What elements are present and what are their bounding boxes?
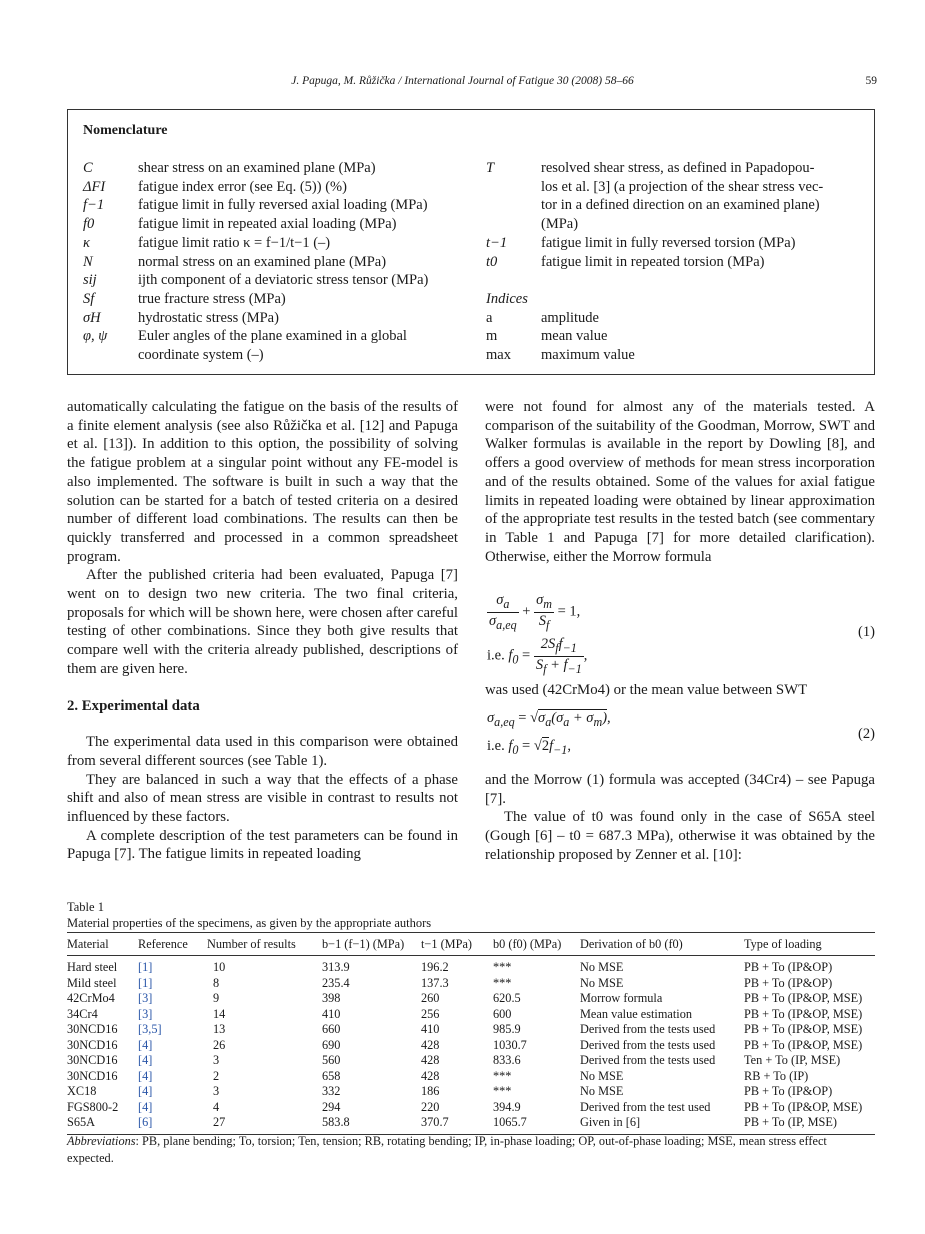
table-cell: 8 (213, 975, 220, 990)
column-header: Derivation of b0 (f0) (580, 933, 744, 956)
nomenclature-description: fatigue limit in repeated torsion (MPa) (541, 253, 765, 270)
column-header: Material (67, 933, 138, 956)
table-cell: 690 (322, 1037, 341, 1052)
table-cell: 332 (322, 1084, 341, 1099)
nomenclature-symbol: max (486, 347, 511, 363)
paragraph: was used (42CrMo4) or the mean value between SWT (485, 682, 808, 698)
table-cell: 833.6 (493, 1053, 521, 1068)
table-cell: 256 (421, 1006, 440, 1021)
table-cell: *** (493, 1068, 512, 1083)
table-cell: 10 (213, 960, 226, 975)
nomenclature-symbol: κ (83, 234, 90, 251)
column-header: b−1 (f−1) (MPa) (322, 933, 421, 956)
column-header: t−1 (MPa) (421, 933, 493, 956)
table-cell[interactable]: [1] (138, 960, 153, 975)
footnote-label: Abbreviations (67, 1134, 136, 1148)
table-cell: 137.3 (421, 975, 449, 990)
section-title: 2. Experimental data (67, 697, 200, 714)
nomenclature-description: maximum value (541, 347, 635, 363)
table-row (67, 1069, 875, 1085)
table-cell: 410 (322, 1006, 341, 1021)
table-cell: *** (493, 975, 512, 990)
paragraph: The experimental data used in this comparison were obtained from several different sources (see Table 1). (67, 734, 458, 769)
table-cell[interactable]: [4] (138, 1053, 153, 1068)
table-cell: 985.9 (493, 1022, 521, 1037)
paragraph: automatically calculating the fatigue on the basis of the results of a finite element analysis (see also Růžička et al. [12] and Papuga et al. [13]). In addition to this option, the possibility of solving the fatigue problem at a singular point without any FE-model is also implemented. The software is built in such a way that the solution can be started for a batch of tested criteria on a desired number of different load combinations. The results can then be quickly transferred and processed in a common spreadsheet program. (67, 399, 458, 565)
paragraph: A complete description of the test parameters can be found in Papuga [7]. The fatigue limits in repeated loading (67, 827, 458, 863)
table-cell: 26 (213, 1037, 226, 1052)
table-cell: 260 (421, 991, 440, 1006)
table-cell: 313.9 (322, 960, 350, 975)
table-cell: 34Cr4 (67, 1006, 98, 1021)
table-cell: 220 (421, 1099, 440, 1114)
nomenclature-symbol: sij (83, 272, 97, 289)
table-cell: 30NCD16 (67, 1068, 118, 1083)
table-label: Table 1 (67, 900, 104, 914)
table-cell: PB + To (IP&OP, MSE) (744, 991, 863, 1006)
nomenclature-description: tor in a defined direction on an examined plane) (541, 197, 820, 214)
table-cell: Derived from the tests used (580, 1022, 716, 1037)
page-number: 59 (865, 75, 877, 87)
nomenclature-description: amplitude (541, 309, 599, 326)
nomenclature-description: shear stress on an examined plane (MPa) (138, 160, 376, 176)
table-cell: 410 (421, 1022, 440, 1037)
table-cell: 9 (213, 991, 220, 1006)
nomenclature-symbol: σH (83, 309, 101, 326)
table-cell: PB + To (IP&OP, MSE) (744, 1006, 863, 1021)
table-cell: Mean value estimation (580, 1006, 693, 1021)
equation-1: $\frac{\sigma_a}{\sigma_{a,eq}}$ + $\frac{\sigma_m}{S_f}$ = 1, (489, 592, 581, 632)
nomenclature-description: mean value (541, 328, 608, 345)
table-cell[interactable]: [4] (138, 1084, 153, 1099)
table-cell: 583.8 (322, 1115, 421, 1134)
table-cell: 560 (322, 1053, 341, 1068)
table-cell: Ten + To (IP, MSE) (744, 1053, 841, 1068)
equation-2-number: (2) (858, 726, 875, 742)
nomenclature-symbol: φ, ψ (83, 328, 108, 345)
nomenclature-title: Nomenclature (83, 123, 168, 138)
table-caption: Material properties of the specimens, as given by the appropriate authors (67, 916, 432, 930)
table-cell: 370.7 (421, 1115, 493, 1134)
nomenclature-symbol: f0 (83, 216, 95, 233)
table-cell: 3 (213, 1084, 220, 1099)
nomenclature-description: fatigue limit in fully reversed axial loading (MPa) (138, 197, 428, 214)
table-cell: 196.2 (421, 960, 449, 975)
nomenclature-symbol: ΔFI (83, 178, 106, 195)
table-cell: 30NCD16 (67, 1037, 118, 1052)
table-cell: No MSE (580, 1068, 624, 1083)
nomenclature-description: normal stress on an examined plane (MPa) (138, 253, 387, 270)
table-cell: No MSE (580, 975, 624, 990)
table-row (67, 1100, 875, 1116)
table-cell: Morrow formula (580, 991, 663, 1006)
table-cell: Mild steel (67, 975, 117, 990)
table-cell: 394.9 (493, 1099, 521, 1114)
nomenclature-symbol: t0 (486, 253, 498, 270)
table-body (67, 956, 875, 1135)
nomenclature-description: resolved shear stress, as defined in Papadopou- (541, 160, 815, 176)
equation-1-number: (1) (858, 624, 875, 640)
table-cell: 398 (322, 991, 341, 1006)
table-row (67, 976, 875, 992)
table-cell: 30NCD16 (67, 1053, 118, 1068)
table-cell: 600 (493, 1006, 512, 1021)
table-cell[interactable]: [6] (138, 1115, 207, 1134)
table-row (67, 991, 875, 1007)
column-header: b0 (f0) (MPa) (493, 933, 580, 956)
table-cell: PB + To (IP&OP) (744, 1084, 833, 1099)
paragraph: After the published criteria had been evaluated, Papuga [7] went on to design two new criteria. The two final criteria, proposals for which will be shown here, were chosen after careful testing of other combinations. Since they both give results that compare well with the criteria already published, descriptions of them are given here. (67, 567, 458, 677)
table-cell: XC18 (67, 1084, 97, 1099)
table-cell: 3 (213, 1053, 220, 1068)
nomenclature-description: Euler angles of the plane examined in a global (138, 328, 407, 345)
table-cell[interactable]: [4] (138, 1037, 153, 1052)
table-cell: PB + To (IP&OP, MSE) (744, 1037, 863, 1052)
table-row (67, 1053, 875, 1069)
table-cell: 660 (322, 1022, 341, 1037)
table-row (67, 1084, 875, 1100)
nomenclature-symbol: T (486, 160, 495, 176)
table-cell: 294 (322, 1099, 341, 1114)
table-cell[interactable]: [4] (138, 1099, 153, 1114)
table-cell: 30NCD16 (67, 1022, 118, 1037)
nomenclature-description: fatigue limit in fully reversed torsion (MPa) (541, 234, 796, 251)
nomenclature-symbol: t−1 (486, 234, 508, 251)
table-cell: 2 (213, 1068, 220, 1083)
paragraph: were not found for almost any of the materials tested. A comparison of the suitability of the Goodman, Morrow, SWT and Walker formulas is available in the report by Dowling [8], and offers a good overview of methods for mean stress incorporation and of the results obtained. Some of the values for axial fatigue limits in repeated loading were obtained by linear approximation of the appropriate test results in the tested batch (see commentary in Table 1 and Papuga [7] for more detailed clarification). Otherwise, either the Morrow formula (485, 399, 875, 565)
nomenclature-description: fatigue limit in repeated axial loading (MPa) (138, 216, 397, 233)
nomenclature-symbol: Indices (486, 290, 528, 307)
paragraph: They are balanced in such a way that the effects of a phase shift and also of mean stress are visible in contrast to results not influenced by these factors. (67, 771, 458, 826)
right-column-end (485, 771, 875, 865)
table-cell: 428 (421, 1053, 440, 1068)
table-row (67, 1007, 875, 1023)
table-cell[interactable]: [3] (138, 991, 153, 1006)
equation-2-solution: i.e. $f_0 = √2f_{-1}$, (487, 738, 571, 757)
table-row (67, 1022, 875, 1038)
table-cell: Derived from the tests used (580, 1053, 716, 1068)
table-cell: Given in [6] (580, 1115, 744, 1134)
nomenclature-symbol: Sf (83, 290, 95, 307)
table-cell: 428 (421, 1068, 440, 1083)
nomenclature-symbol: f−1 (83, 197, 105, 214)
nomenclature-description: fatigue limit ratio κ = f−1/t−1 (–) (138, 234, 331, 251)
table-cell: *** (493, 960, 512, 975)
table-cell[interactable]: [4] (138, 1068, 153, 1083)
nomenclature-symbol: a (486, 309, 493, 326)
table-cell: No MSE (580, 1084, 624, 1099)
nomenclature-description: los et al. [3] (a projection of the shear stress vec- (541, 178, 824, 195)
table-cell: 428 (421, 1037, 440, 1052)
equation-2: $\sigma_{a,eq} = √\sigma_a(\sigma_a + \sigma_m)$, (487, 710, 611, 729)
table-cell: PB + To (IP&OP) (744, 960, 833, 975)
nomenclature-symbol: N (83, 253, 93, 270)
table-header-row (67, 933, 875, 956)
column-header: Type of loading (744, 933, 875, 956)
nomenclature-description: ijth component of a deviatoric stress tensor (MPa) (138, 272, 429, 289)
table-cell: Derived from the test used (580, 1099, 711, 1114)
table-row (67, 956, 875, 976)
table-cell: 1065.7 (493, 1115, 580, 1134)
table-row (67, 1115, 875, 1134)
table-cell: FGS800-2 (67, 1099, 119, 1114)
paragraph: and the Morrow (1) formula was accepted (34Cr4) – see Papuga [7]. (485, 772, 875, 807)
nomenclature-box (67, 109, 875, 375)
table-cell: 4 (213, 1099, 220, 1114)
table-cell: 235.4 (322, 975, 350, 990)
table-cell[interactable]: [3,5] (138, 1022, 162, 1037)
table-cell: PB + To (IP, MSE) (744, 1115, 875, 1134)
left-column (67, 398, 458, 864)
table-cell[interactable]: [1] (138, 975, 153, 990)
table-cell: Derived from the tests used (580, 1037, 716, 1052)
equation-1-solution: i.e. $f_0$ = $\frac{2S_ff_{-1}}{S_f + f_{-1}}$ , (487, 636, 588, 676)
table-cell: PB + To (IP&OP, MSE) (744, 1022, 863, 1037)
table-cell: PB + To (IP&OP) (744, 975, 833, 990)
table-cell: 42CrMo4 (67, 991, 115, 1006)
table-cell: 27 (207, 1115, 322, 1134)
right-column (485, 398, 875, 566)
table-cell[interactable]: [3] (138, 1006, 153, 1021)
table-cell: 13 (213, 1022, 226, 1037)
column-header: Number of results (207, 933, 322, 956)
journal-citation: J. Papuga, M. Růžička / International Journal of Fatigue 30 (2008) 58–66 (291, 75, 634, 87)
table-cell: 620.5 (493, 991, 521, 1006)
table-cell: No MSE (580, 960, 624, 975)
table-cell: RB + To (IP) (744, 1068, 809, 1083)
table-cell: 1030.7 (493, 1037, 527, 1052)
footnote-text: : PB, plane bending; To, torsion; Ten, tension; RB, rotating bending; IP, in-phase loading; OP, out-of-phase loading; MSE, mean stress effect expected. (67, 1134, 827, 1165)
nomenclature-description: fatigue index error (see Eq. (5)) (%) (138, 178, 347, 195)
paragraph: The value of t0 was found only in the case of S65A steel (Gough [6] – t0 = 687.3 MPa), otherwise it was obtained by the relationship proposed by Zenner et al. [10]: (485, 809, 875, 863)
nomenclature-description: true fracture stress (MPa) (138, 290, 286, 307)
table-cell: 658 (322, 1068, 341, 1083)
column-header: Reference (138, 933, 207, 956)
table-cell: S65A (67, 1115, 138, 1134)
right-column-cont (485, 681, 875, 700)
table-cell: *** (493, 1084, 512, 1099)
nomenclature-description: hydrostatic stress (MPa) (138, 309, 279, 326)
nomenclature-description: (MPa) (541, 216, 579, 233)
table-row (67, 1038, 875, 1054)
table-cell: Hard steel (67, 960, 118, 975)
nomenclature-description: coordinate system (–) (138, 347, 264, 363)
table-cell: PB + To (IP&OP, MSE) (744, 1099, 863, 1114)
material-properties-table (67, 932, 875, 1135)
table-cell: 14 (213, 1006, 226, 1021)
nomenclature-symbol: m (486, 328, 498, 345)
nomenclature-symbol: C (83, 160, 93, 176)
table-cell: 186 (421, 1084, 440, 1099)
table-footnote (67, 1133, 875, 1167)
